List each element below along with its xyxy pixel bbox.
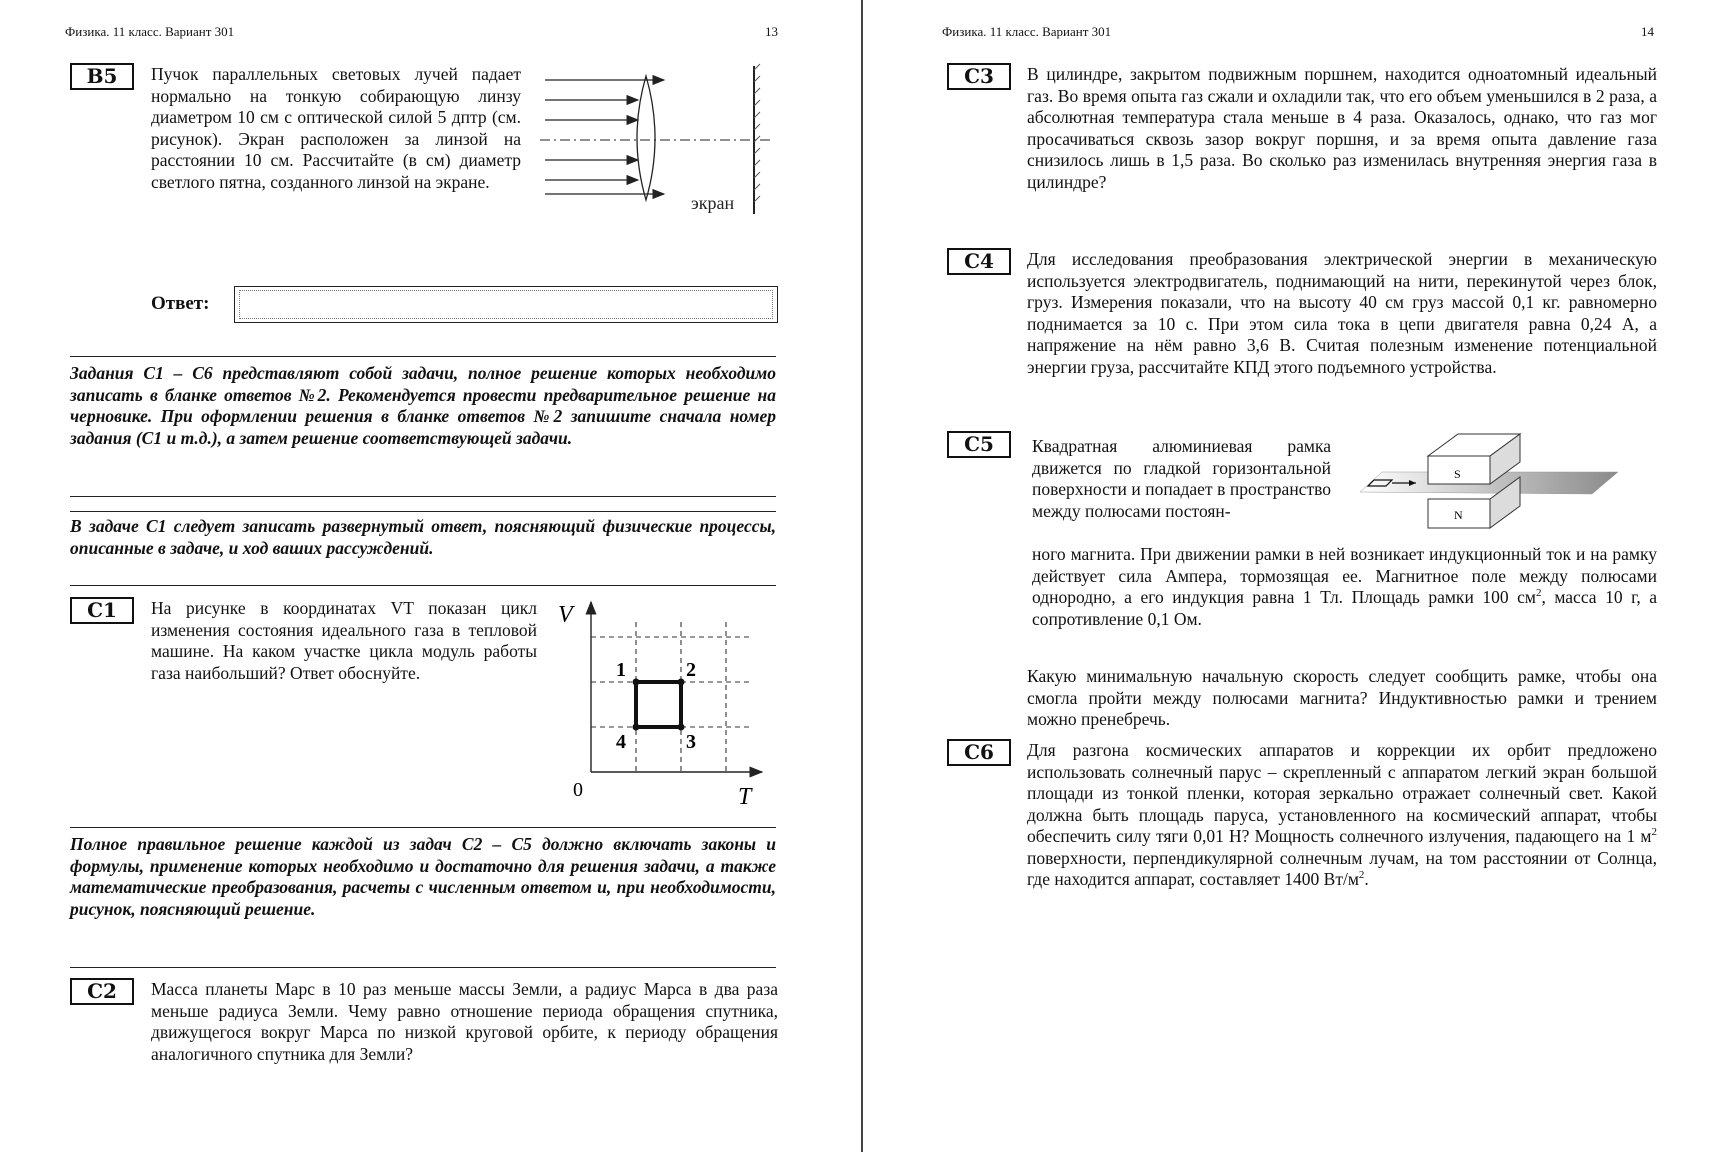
converging-lens bbox=[637, 76, 655, 200]
instructions-c1-c6: Задания С1 – С6 представляют собой задачи, полное решение которых необходимо записать в бланке ответов №2. Рекомендуется провести предварительное решение на черновике. При оформлении решения в бланке ответов №2 запишите сначала номер задания (С1 и т.д.), а затем решение соответствующей задачи. bbox=[70, 363, 776, 448]
left-page bbox=[0, 0, 862, 1152]
divider bbox=[70, 496, 776, 497]
divider bbox=[70, 356, 776, 357]
point-1: 1 bbox=[616, 659, 626, 681]
origin-label: 0 bbox=[573, 779, 583, 801]
page-number: 13 bbox=[765, 24, 778, 39]
answer-field[interactable] bbox=[234, 286, 778, 323]
task-label-c3: C3 bbox=[947, 63, 1011, 90]
task-text-c1: На рисунке в координатах VT показан цикл изменения состояния идеального газа в тепловой машине. На каком участке цикла модуль работы газа наибольший? Ответ обоснуйте. bbox=[151, 598, 537, 683]
instructions-c2-c5: Полное правильное решение каждой из задач С2 – С5 должно включать законы и формулы, применение которых необходимо и достаточно для решения задачи, а также математические преобразования, расчеты с численным ответом и, при необходимости, рисунок, поясняющий решение. bbox=[70, 834, 776, 919]
magnet-bottom-label: N bbox=[1454, 508, 1463, 522]
point-3: 3 bbox=[686, 731, 696, 753]
y-axis-label: V bbox=[558, 602, 573, 628]
answer-label: Ответ: bbox=[151, 293, 210, 314]
vt-cycle-graph bbox=[550, 596, 770, 816]
instructions-c1: В задаче С1 следует записать развернутый ответ, поясняющий физические процессы, описанные в задаче, и ход ваших рассуждений. bbox=[70, 516, 776, 558]
page-divider bbox=[861, 0, 863, 1152]
task-text-c4: Для исследования преобразования электрической энергии в механическую используется электродвигатель, поднимающий на нити, перекинутой через блок, груз. Измерения показали, что на высоту 40 см груз массой 0,1 кг. равномерно поднимается за 10 с. При этом сила тока в цепи двигателя равна 0,24 А, а напряжение на нём равно 3,6 В. Считая полезным изменение потенциальной энергии груза, рассчитайте КПД этого подъемного устройства. bbox=[1027, 249, 1657, 377]
divider bbox=[70, 585, 776, 586]
right-page bbox=[864, 0, 1725, 1152]
magnet-top-label: S bbox=[1454, 467, 1461, 481]
task-text-b5: Пучок параллельных световых лучей падает нормально на тонкую собирающую линзу диаметром 10 см с оптической силой 5 дптр (см. рисунок). Экран расположен за линзой на расстоянии 10 см. Рассчитайте (в см) диаметр светлого пятна, созданного линзой на экране. bbox=[151, 64, 521, 192]
grid-lines bbox=[591, 622, 751, 772]
task-text-c6: Для разгона космических аппаратов и коррекции их орбит предложено использовать солнечный парус – скрепленный с аппаратом легкий экран большой площади из тонкой пленки, которая зеркально отражает солнечный свет. Какой должна быть площадь паруса, установленного на космический аппарат, чтобы обеспечить силу тяги 0,01 Н? Мощность солнечного излучения, падающего на 1 $м^2$ поверхности, перпендикулярной солнечным лучам, на том расстоянии от Солнца, где находится аппарат, составляет 1400 $Вт/м^2$. bbox=[1027, 740, 1657, 889]
light-rays bbox=[545, 80, 664, 194]
divider bbox=[70, 827, 776, 828]
divider bbox=[70, 511, 776, 512]
divider bbox=[70, 967, 776, 968]
task-text-c5-full: ного магнита. При движении рамки в ней возникает индукционный ток и на рамку действует сила Ампера, тормозящая ее. Магнитное поле между полюсами однородно, а его индукция равна 1 Тл. Площадь рамки 100 $см^2$, масса 10 г, а сопротивление 0,1 Ом. bbox=[1032, 544, 1657, 629]
task-text-c2: Масса планеты Марс в 10 раз меньше массы Земли, а радиус Марса в два раза меньше радиуса Земли. Чему равно отношение периода обращения спутника, движущегося вокруг Марса по низкой круговой орбите, к периоду обращения аналогичного спутника для Земли? bbox=[151, 979, 778, 1064]
task-label-c5: C5 bbox=[947, 431, 1011, 458]
page-header: Физика. 11 класс. Вариант 301 bbox=[942, 24, 1112, 39]
point-2: 2 bbox=[686, 659, 696, 681]
screen-label: экран bbox=[691, 193, 735, 213]
lens-figure bbox=[540, 58, 770, 218]
task-text-c5-question: Какую минимальную начальную скорость следует сообщить рамке, чтобы она смогла пройти между полюсами магнита? Индуктивностью рамки и трением можно пренебречь. bbox=[1027, 666, 1657, 729]
page-number: 14 bbox=[1641, 24, 1654, 39]
x-axis-label: T bbox=[738, 784, 752, 810]
task-text-c5-wrap: Квадратная алюминиевая рамка движется по гладкой горизонтальной поверхности и попадает в пространство между полюсами постоян- bbox=[1032, 436, 1331, 521]
cycle bbox=[636, 682, 681, 727]
task-label-b5: B5 bbox=[70, 63, 134, 90]
task-label-c6: C6 bbox=[947, 739, 1011, 766]
point-4: 4 bbox=[616, 731, 626, 753]
task-label-c1: C1 bbox=[70, 597, 134, 624]
task-label-c2: C2 bbox=[70, 978, 134, 1005]
page-header: Физика. 11 класс. Вариант 301 bbox=[65, 24, 235, 39]
task-text-c3: В цилиндре, закрытом подвижным поршнем, находится одноатомный идеальный газ. Во время опыта газ сжали и охладили так, что его объем уменьшился в 2 раза, а абсолютная температура стала меньше в 4 раза. Оказалось, однако, что газ мог просачиваться сквозь зазор вокруг поршня, и за время опыта давление газа снизилось лишь в 1,5 раза. Во сколько раз изменилась внутренняя энергия газа в цилиндре? bbox=[1027, 64, 1657, 192]
magnet-figure bbox=[1352, 432, 1622, 532]
task-label-c4: C4 bbox=[947, 248, 1011, 275]
